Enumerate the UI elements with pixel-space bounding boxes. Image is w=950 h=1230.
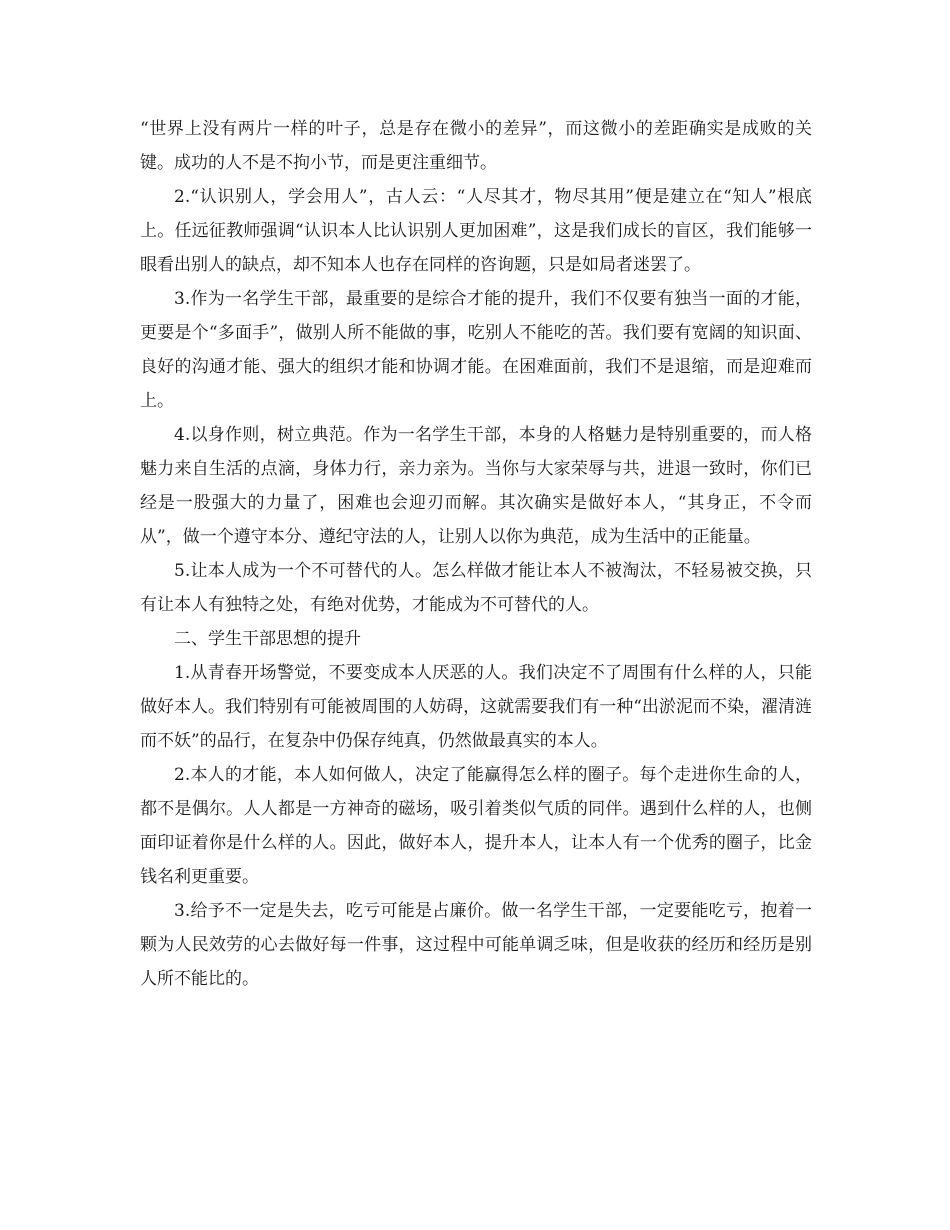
paragraph-continuation: “世界上没有两片一样的叶子，总是存在微小的差异”，而这微小的差距确实是成败的关键。成功的人不是不拘小节，而是更注重细节。 <box>140 119 812 173</box>
document-body <box>140 112 812 996</box>
paragraph-item-2-knowing-people: 2.“认识别人，学会用人”，古人云：“人尽其才，物尽其用”便是建立在“知人”根底上。任远征教师强调“认识本人比认识别人更加困难”，这是我们成长的盲区，我们能够一眼看出别人的缺点，却不知本人也存在同样的咨询题，只是如局者迷罢了。 <box>140 187 812 275</box>
paragraph-item-2-circle: 2.本人的才能，本人如何做人，决定了能赢得怎么样的圈子。每个走进你生命的人，都不是偶尔。人人都是一方神奇的磁场，吸引着类似气质的同伴。遇到什么样的人，也侧面印证着你是什么样的人。因此，做好本人，提升本人，让本人有一个优秀的圈子，比金钱名利更重要。 <box>140 765 812 887</box>
paragraph-item-4-lead-by-example: 4.以身作则，树立典范。作为一名学生干部，本身的人格魅力是特别重要的，而人格魅力来自生活的点滴，身体力行，亲力亲为。当你与大家荣辱与共，进退一致时，你们已经是一股强大的力量了，困难也会迎刃而解。其次确实是做好本人，“其身正，不令而从”，做一个遵守本分、遵纪守法的人，让别人以你为典范，成为生活中的正能量。 <box>140 425 812 547</box>
paragraph-item-3-giving: 3.给予不一定是失去，吃亏可能是占廉价。做一名学生干部，一定要能吃亏，抱着一颗为人民效劳的心去做好每一件事，这过程中可能单调乏味，但是收获的经历和经历是别人所不能比的。 <box>140 901 812 989</box>
section-heading-thought-improvement: 二、学生干部思想的提升 <box>174 629 361 649</box>
paragraph-item-3-comprehensive-ability: 3.作为一名学生干部，最重要的是综合才能的提升，我们不仅要有独当一面的才能，更要是个“多面手”，做别人所不能做的事，吃别人不能吃的苦。我们要有宽阔的知识面、良好的沟通才能、强大的组织才能和协调才能。在困难面前，我们不是退缩，而是迎难而上。 <box>140 289 812 411</box>
paragraph-item-5-irreplaceable: 5.让本人成为一个不可替代的人。怎么样做才能让本人不被淘汰，不轻易被交换，只有让本人有独特之处，有绝对优势，才能成为不可替代的人。 <box>140 561 812 615</box>
paragraph-item-1-stay-alert: 1.从青春开场警觉，不要变成本人厌恶的人。我们决定不了周围有什么样的人，只能做好本人。我们特别有可能被周围的人妨碍，这就需要我们有一种“出淤泥而不染，濯清涟而不妖”的品行，在复杂中仍保存纯真，仍然做最真实的本人。 <box>140 663 812 751</box>
